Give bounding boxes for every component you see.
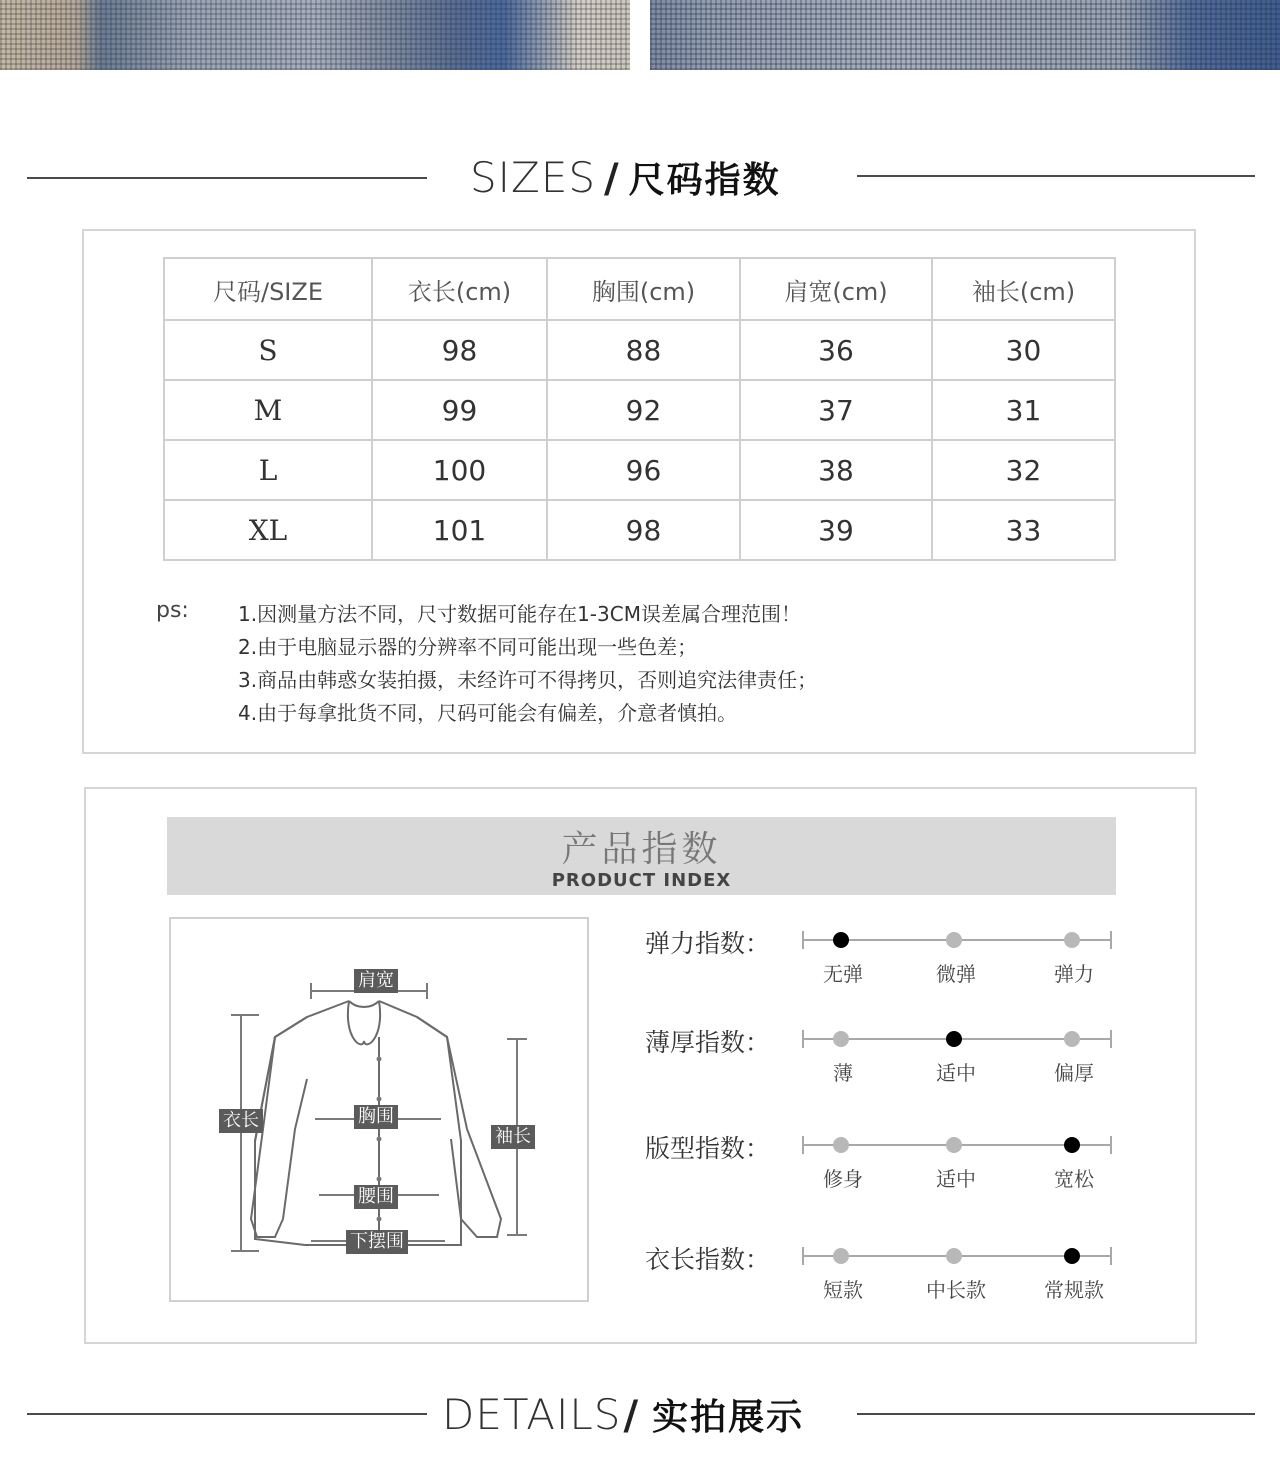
- garment-diagram: [169, 917, 589, 1302]
- index-scale-tick: [802, 1030, 804, 1048]
- size-notes: [238, 598, 817, 730]
- sleeve-cell: 33: [932, 500, 1115, 560]
- index-dot-selected: [946, 1031, 962, 1047]
- size-table: [163, 257, 1116, 561]
- length-cell: 100: [372, 440, 547, 500]
- details-heading-en: DETAILS: [442, 1390, 622, 1439]
- header-bust: 胸围(cm): [547, 258, 740, 320]
- shoulder-cell: 37: [740, 380, 932, 440]
- index-scale-tick: [1110, 1136, 1112, 1154]
- index-option-label: 偏厚: [1054, 1061, 1094, 1085]
- shoulder-cell: 36: [740, 320, 932, 380]
- length-cell: 99: [372, 380, 547, 440]
- product-index-title-cn: 产品指数: [561, 829, 722, 870]
- index-option-label: 适中: [936, 1167, 976, 1191]
- tag-length: 衣长: [219, 1109, 263, 1133]
- bust-cell: 92: [547, 380, 740, 440]
- product-index-title-en: PRODUCT INDEX: [551, 870, 732, 891]
- index-label: 弹力指数：: [645, 929, 771, 958]
- index-dot-selected: [1064, 1137, 1080, 1153]
- index-option-label: 常规款: [1044, 1278, 1104, 1302]
- index-dot: [946, 1248, 962, 1264]
- index-option-label: 微弹: [936, 962, 976, 986]
- details-rule-left: [27, 1413, 427, 1415]
- index-label: 衣长指数：: [645, 1245, 771, 1274]
- index-option-label: 无弹: [823, 962, 863, 986]
- details-heading-cn: 实拍展示: [652, 1397, 805, 1438]
- sizes-heading: [470, 152, 781, 203]
- table-row: [164, 500, 1115, 560]
- details-heading: [442, 1389, 804, 1440]
- index-option-label: 短款: [823, 1278, 863, 1302]
- size-cell: L: [164, 440, 372, 500]
- shoulder-cell: 38: [740, 440, 932, 500]
- note-item: 2.由于电脑显示器的分辨率不同可能出现一些色差；: [238, 635, 698, 659]
- index-scale-tick: [1110, 1247, 1112, 1265]
- index-label: 版型指数：: [645, 1134, 771, 1163]
- index-dot: [833, 1031, 849, 1047]
- index-option-label: 弹力: [1054, 962, 1094, 986]
- index-scale-tick: [802, 931, 804, 949]
- index-option-label: 薄: [833, 1061, 853, 1085]
- sleeve-cell: 30: [932, 320, 1115, 380]
- index-scale-tick: [1110, 931, 1112, 949]
- sizes-heading-slash: /: [604, 156, 619, 202]
- sleeve-cell: 32: [932, 440, 1115, 500]
- tag-hem: 下摆围: [346, 1230, 408, 1254]
- table-row: [164, 380, 1115, 440]
- sleeve-cell: 31: [932, 380, 1115, 440]
- index-dot-selected: [833, 932, 849, 948]
- note-item: 3.商品由韩惑女装拍摄，未经许可不得拷贝，否则追究法律责任；: [238, 668, 818, 692]
- table-row: [164, 440, 1115, 500]
- tag-sleeve: 袖长: [491, 1125, 535, 1149]
- note-item: 4.由于每拿批货不同，尺码可能会有偏差，介意者慎拍。: [238, 701, 738, 725]
- index-label: 薄厚指数：: [645, 1028, 771, 1057]
- index-option-label: 宽松: [1054, 1167, 1094, 1191]
- tag-waist: 腰围: [354, 1185, 398, 1209]
- bust-cell: 98: [547, 500, 740, 560]
- index-option-label: 中长款: [926, 1278, 986, 1302]
- size-table-header: [164, 258, 1115, 320]
- details-heading-slash: /: [623, 1393, 639, 1439]
- index-scale-tick: [802, 1136, 804, 1154]
- index-dot-selected: [1064, 1248, 1080, 1264]
- size-cell: M: [164, 380, 372, 440]
- size-cell: S: [164, 320, 372, 380]
- size-cell: XL: [164, 500, 372, 560]
- index-option-label: 适中: [936, 1061, 976, 1085]
- length-cell: 98: [372, 320, 547, 380]
- tag-bust: 胸围: [354, 1105, 398, 1129]
- index-scale-tick: [1110, 1030, 1112, 1048]
- length-cell: 101: [372, 500, 547, 560]
- heading-rule-left: [27, 177, 427, 179]
- bust-cell: 96: [547, 440, 740, 500]
- details-rule-right: [857, 1413, 1255, 1415]
- index-dot: [1064, 932, 1080, 948]
- heading-rule-right: [857, 175, 1255, 177]
- index-dot: [946, 932, 962, 948]
- product-index-banner: [167, 817, 1116, 895]
- bust-cell: 88: [547, 320, 740, 380]
- header-sleeve: 袖长(cm): [932, 258, 1115, 320]
- product-photo-right: [650, 0, 1280, 70]
- table-row: [164, 320, 1115, 380]
- sizes-heading-cn: 尺码指数: [628, 160, 781, 201]
- index-dot: [833, 1248, 849, 1264]
- note-item: 1.因测量方法不同，尺寸数据可能存在1-3CM误差属合理范围！: [238, 602, 801, 626]
- product-photo-left: [0, 0, 630, 70]
- index-scale-tick: [802, 1247, 804, 1265]
- header-size: 尺码/SIZE: [164, 258, 372, 320]
- index-dot: [1064, 1031, 1080, 1047]
- ps-label: ps:: [156, 598, 189, 623]
- tag-shoulder: 肩宽: [354, 969, 398, 993]
- index-option-label: 修身: [823, 1167, 863, 1191]
- index-dot: [946, 1137, 962, 1153]
- shoulder-cell: 39: [740, 500, 932, 560]
- header-shoulder: 肩宽(cm): [740, 258, 932, 320]
- index-dot: [833, 1137, 849, 1153]
- header-length: 衣长(cm): [372, 258, 547, 320]
- sizes-heading-en: SIZES: [470, 153, 597, 202]
